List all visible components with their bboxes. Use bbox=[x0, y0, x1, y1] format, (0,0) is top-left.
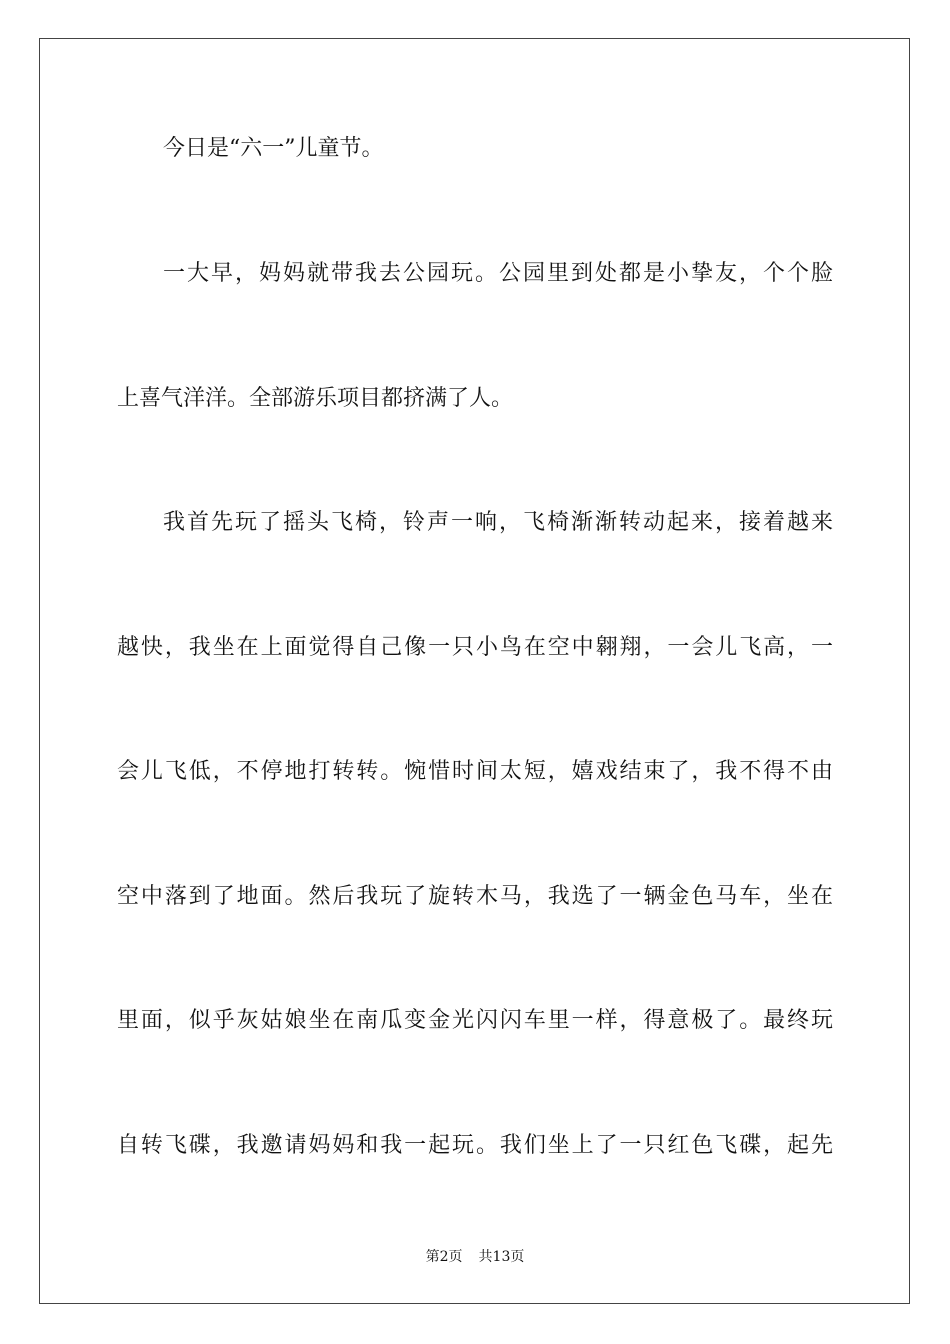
paragraph-line: 自转飞碟，我邀请妈妈和我一起玩。我们坐上了一只红色飞碟，起先 bbox=[117, 1133, 833, 1158]
paragraph-line: 上喜气洋洋。全部游乐项目都挤满了人。 bbox=[117, 386, 514, 411]
page-border bbox=[39, 38, 910, 1304]
paragraph-line: 空中落到了地面。然后我玩了旋转木马，我选了一辆金色马车，坐在 bbox=[117, 884, 833, 909]
paragraph-line: 越快，我坐在上面觉得自己像一只小鸟在空中翱翔，一会儿飞高，一 bbox=[117, 635, 833, 660]
paragraph-line: 一大早，妈妈就带我去公园玩。公园里到处都是小挚友，个个脸 bbox=[163, 261, 833, 286]
page-footer bbox=[0, 1248, 950, 1266]
paragraph-line: 里面，似乎灰姑娘坐在南瓜变金光闪闪车里一样，得意极了。最终玩 bbox=[117, 1008, 833, 1033]
paragraph-line: 今日是“六一”儿童节。 bbox=[163, 136, 384, 161]
page-number: 第2页 bbox=[425, 1249, 463, 1265]
paragraph-line: 会儿飞低，不停地打转转。惋惜时间太短，嬉戏结束了，我不得不由 bbox=[117, 759, 833, 784]
page-total: 共13页 bbox=[478, 1249, 525, 1265]
paragraph-line: 我首先玩了摇头飞椅，铃声一响，飞椅渐渐转动起来，接着越来 bbox=[163, 510, 833, 535]
